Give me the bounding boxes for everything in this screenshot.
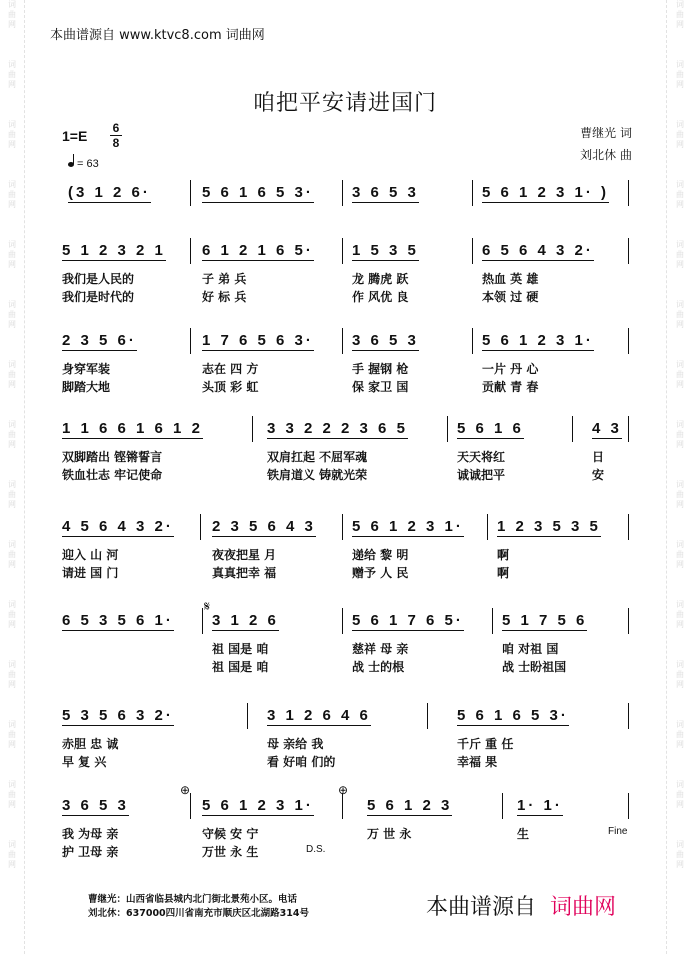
lyric-text: 赠予 人 民 (352, 566, 409, 580)
watermark-text: 词 曲 网 (676, 120, 684, 149)
bar-line (628, 608, 629, 634)
lyric-text: 千斤 重 任 (457, 737, 514, 751)
measure-notes: 4 5 6 4 3 2· (62, 518, 174, 535)
measure-notes: 1· 1· (517, 797, 563, 814)
lyric-text: 咱 对祖 国 (502, 642, 559, 656)
bar-line (472, 328, 473, 354)
watermark-text: 词 曲 网 (8, 780, 16, 809)
score-system (62, 707, 632, 777)
watermark-text: 词 曲 网 (676, 540, 684, 569)
watermark-text: 词 曲 网 (676, 60, 684, 89)
lyric-text: 一片 丹 心 (482, 362, 539, 376)
lyric-text: 子 弟 兵 (202, 272, 247, 286)
bar-line (628, 793, 629, 819)
right-dash-line (666, 0, 667, 954)
measure-notes: 2 3 5 6 4 3 (212, 518, 316, 535)
lyric-text: 请进 国 门 (62, 566, 119, 580)
watermark-text: 词 曲 网 (676, 720, 684, 749)
bar-line (247, 703, 248, 729)
brand-logo: 本曲谱源自 词曲网 (426, 895, 617, 920)
measure-notes: 5 6 1 6 5 3· (457, 707, 569, 724)
measure-notes: 5 6 1 2 3 1· (482, 332, 594, 349)
score-system (62, 242, 632, 312)
note-row (62, 242, 632, 264)
measure-notes: 1 2 3 5 3 5 (497, 518, 601, 535)
watermark-text: 词 曲 网 (676, 840, 684, 869)
lyric-row (62, 753, 632, 769)
lyric-row (62, 658, 632, 674)
measure-notes: 5 6 1 7 6 5· (352, 612, 464, 629)
lyric-text: 日 (592, 450, 605, 464)
lyric-text: 生 (517, 827, 530, 841)
left-watermark-column (2, 0, 22, 954)
watermark-text: 词 曲 网 (676, 0, 684, 29)
lyric-text: 真真把幸 福 (212, 566, 277, 580)
bar-line (342, 514, 343, 540)
measure-notes: 5 6 1 2 3 1· (202, 797, 314, 814)
measure-notes: 6 1 2 1 6 5· (202, 242, 314, 259)
lyricist-credit: 曹继光 词 (580, 126, 632, 140)
measure-notes: 5 6 1 2 3 1· ) (482, 184, 610, 201)
bar-line (492, 608, 493, 634)
lyric-text: 看 好咱 们的 (267, 755, 336, 769)
lyric-text: 铁肩道义 铸就光荣 (267, 468, 368, 482)
left-dash-line (24, 0, 25, 954)
score-system (62, 420, 632, 490)
watermark-text: 词 曲 网 (8, 240, 16, 269)
bar-line (190, 238, 191, 264)
lyric-row (62, 640, 632, 656)
bar-line (342, 608, 343, 634)
fine-mark: Fine (608, 826, 628, 837)
lyric-text: 万 世 永 (367, 827, 412, 841)
contact-footer (88, 893, 358, 921)
measure-notes: 3 6 5 3 (352, 332, 419, 349)
lyric-text: 好 标 兵 (202, 290, 247, 304)
watermark-text: 词 曲 网 (676, 240, 684, 269)
measure-notes: 5 6 1 2 3 (367, 797, 453, 814)
key-signature: 1=E (62, 128, 88, 144)
lyric-text: 慈祥 母 亲 (352, 642, 409, 656)
bar-line (200, 514, 201, 540)
lyric-text: 作 风优 良 (352, 290, 409, 304)
lyric-text: 身穿军装 (62, 362, 111, 376)
watermark-text: 词 曲 网 (676, 480, 684, 509)
note-row (62, 612, 632, 634)
lyric-row (62, 270, 632, 286)
lyric-text: 战 士的根 (352, 660, 405, 674)
lyric-text: 手 握钢 枪 (352, 362, 409, 376)
lyric-text: 双肩扛起 不屈军魂 (267, 450, 368, 464)
watermark-text: 词 曲 网 (8, 120, 16, 149)
lyric-text: 热血 英 雄 (482, 272, 539, 286)
measure-notes: 1 1 6 6 1 6 1 2 (62, 420, 203, 437)
watermark-text: 词 曲 网 (8, 600, 16, 629)
bar-line (628, 416, 629, 442)
bar-line (190, 793, 191, 819)
watermark-text: 词 曲 网 (8, 60, 16, 89)
watermark-text: 词 曲 网 (8, 480, 16, 509)
bar-line (252, 416, 253, 442)
watermark-text: 词 曲 网 (8, 540, 16, 569)
lyric-text: 啊 (497, 566, 510, 580)
bar-line (472, 180, 473, 206)
footer-line-lyricist: 曹继光：山西省临县城内北门街北景苑小区。电话 (88, 894, 298, 905)
measure-notes: 6 5 6 4 3 2· (482, 242, 594, 259)
watermark-text: 词 曲 网 (676, 300, 684, 329)
score-system (62, 797, 632, 867)
ds-mark: D.S. (306, 844, 326, 855)
watermark-text: 词 曲 网 (676, 180, 684, 209)
bar-line (202, 608, 203, 634)
watermark-text: 词 曲 网 (8, 180, 16, 209)
bar-line (502, 793, 503, 819)
bar-line (628, 514, 629, 540)
segno-mark: 𝄋 (204, 598, 211, 614)
lyric-row (62, 843, 632, 859)
measure-notes: 6 5 3 5 6 1· (62, 612, 174, 629)
coda-mark: ⊕ (338, 783, 349, 797)
tempo-marking: = 63 (68, 158, 99, 170)
measure-notes: 3 1 2 6 4 6 (267, 707, 371, 724)
note-row (62, 332, 632, 354)
watermark-text: 词 曲 网 (8, 840, 16, 869)
bar-line (628, 238, 629, 264)
measure-notes: 5 6 1 2 3 1· (352, 518, 464, 535)
note-row (62, 184, 632, 206)
right-watermark-column (670, 0, 690, 954)
lyric-row (62, 360, 632, 376)
lyric-row (62, 564, 632, 580)
bar-line (628, 180, 629, 206)
score-system (62, 518, 632, 588)
lyric-row (62, 735, 632, 751)
lyric-text: 志在 四 方 (202, 362, 259, 376)
watermark-text: 词 曲 网 (676, 360, 684, 389)
lyric-text: 我们是人民的 (62, 272, 135, 286)
bar-line (190, 180, 191, 206)
lyric-row (62, 825, 632, 841)
lyric-text: 头顶 彩 虹 (202, 380, 259, 394)
measure-notes: 4 3 (592, 420, 622, 437)
lyric-text: 脚踏大地 (62, 380, 111, 394)
lyric-text: 双脚踏出 铿锵誓言 (62, 450, 163, 464)
quarter-note-icon (68, 162, 74, 167)
lyric-row (62, 378, 632, 394)
watermark-text: 词 曲 网 (8, 0, 16, 29)
lyric-text: 守候 安 宁 (202, 827, 259, 841)
lyric-text: 安 (592, 468, 605, 482)
measure-notes: 1 7 6 5 6 3· (202, 332, 314, 349)
lyric-row (62, 546, 632, 562)
bar-line (487, 514, 488, 540)
lyric-text: 赤胆 忠 诚 (62, 737, 119, 751)
bar-line (190, 328, 191, 354)
measure-notes: 5 6 1 6 5 3· (202, 184, 314, 201)
lyric-text: 天天将红 (457, 450, 506, 464)
lyric-text: 递给 黎 明 (352, 548, 409, 562)
measure-notes: 5 1 7 5 6 (502, 612, 588, 629)
measure-notes: 5 1 2 3 2 1 (62, 242, 166, 259)
bar-line (342, 328, 343, 354)
watermark-text: 词 曲 网 (676, 660, 684, 689)
watermark-text: 词 曲 网 (8, 360, 16, 389)
note-row (62, 797, 632, 819)
measure-notes: 3 1 2 6 (212, 612, 279, 629)
lyric-text: 我 为母 亲 (62, 827, 119, 841)
lyric-text: 夜夜把星 月 (212, 548, 277, 562)
bar-line (628, 328, 629, 354)
watermark-text: 词 曲 网 (676, 780, 684, 809)
lyric-text: 幸福 果 (457, 755, 498, 769)
bar-line (628, 703, 629, 729)
watermark-text: 词 曲 网 (676, 600, 684, 629)
lyric-text: 我们是时代的 (62, 290, 135, 304)
bar-line (342, 180, 343, 206)
lyric-text: 铁血壮志 牢记使命 (62, 468, 163, 482)
lyric-text: 迎入 山 河 (62, 548, 119, 562)
bar-line (447, 416, 448, 442)
footer-line-composer: 刘北休：637000四川省南充市顺庆区北湖路314号 (88, 908, 309, 919)
bar-line (342, 238, 343, 264)
measure-notes: 5 6 1 6 (457, 420, 524, 437)
lyric-text: 战 士盼祖国 (502, 660, 567, 674)
watermark-text: 词 曲 网 (8, 420, 16, 449)
measure-notes: (3 1 2 6· (68, 184, 151, 201)
watermark-text: 词 曲 网 (676, 420, 684, 449)
measure-notes: 1 5 3 5 (352, 242, 419, 259)
note-row (62, 518, 632, 540)
watermark-text: 词 曲 网 (8, 720, 16, 749)
measure-notes: 2 3 5 6· (62, 332, 137, 349)
lyric-text: 贡献 青 春 (482, 380, 539, 394)
measure-notes: 5 3 5 6 3 2· (62, 707, 174, 724)
lyric-text: 祖 国是 咱 (212, 642, 269, 656)
source-header: 本曲谱源自 www.ktvc8.com 词曲网 (50, 28, 265, 43)
lyric-row (62, 288, 632, 304)
note-row (62, 420, 632, 442)
measure-notes: 3 3 2 2 2 3 6 5 (267, 420, 408, 437)
lyric-text: 祖 国是 咱 (212, 660, 269, 674)
measure-notes: 3 6 5 3 (62, 797, 129, 814)
meter-top: 6 (112, 121, 120, 135)
lyric-text: 万世 永 生 (202, 845, 259, 859)
lyric-text: 护 卫母 亲 (62, 845, 119, 859)
lyric-text: 诚诚把平 (457, 468, 506, 482)
measure-notes: 3 6 5 3 (352, 184, 419, 201)
coda-mark: ⊕ (180, 783, 191, 797)
lyric-text: 龙 腾虎 跃 (352, 272, 409, 286)
bar-line (427, 703, 428, 729)
lyric-row (62, 448, 632, 464)
composer-credit: 刘北休 曲 (580, 148, 632, 162)
watermark-text: 词 曲 网 (8, 300, 16, 329)
watermark-text: 词 曲 网 (8, 660, 16, 689)
lyric-text: 保 家卫 国 (352, 380, 409, 394)
meter-bottom: 8 (112, 136, 120, 150)
time-signature (110, 122, 122, 149)
lyric-text: 早 复 兴 (62, 755, 107, 769)
lyric-row (62, 466, 632, 482)
song-title: 咱把平安请进国门 (252, 91, 437, 116)
score-system (62, 332, 632, 402)
bar-line (472, 238, 473, 264)
score-system (62, 612, 632, 682)
lyric-text: 本领 过 硬 (482, 290, 539, 304)
lyric-text: 啊 (497, 548, 510, 562)
note-row (62, 707, 632, 729)
lyric-text: 母 亲给 我 (267, 737, 324, 751)
bar-line (572, 416, 573, 442)
